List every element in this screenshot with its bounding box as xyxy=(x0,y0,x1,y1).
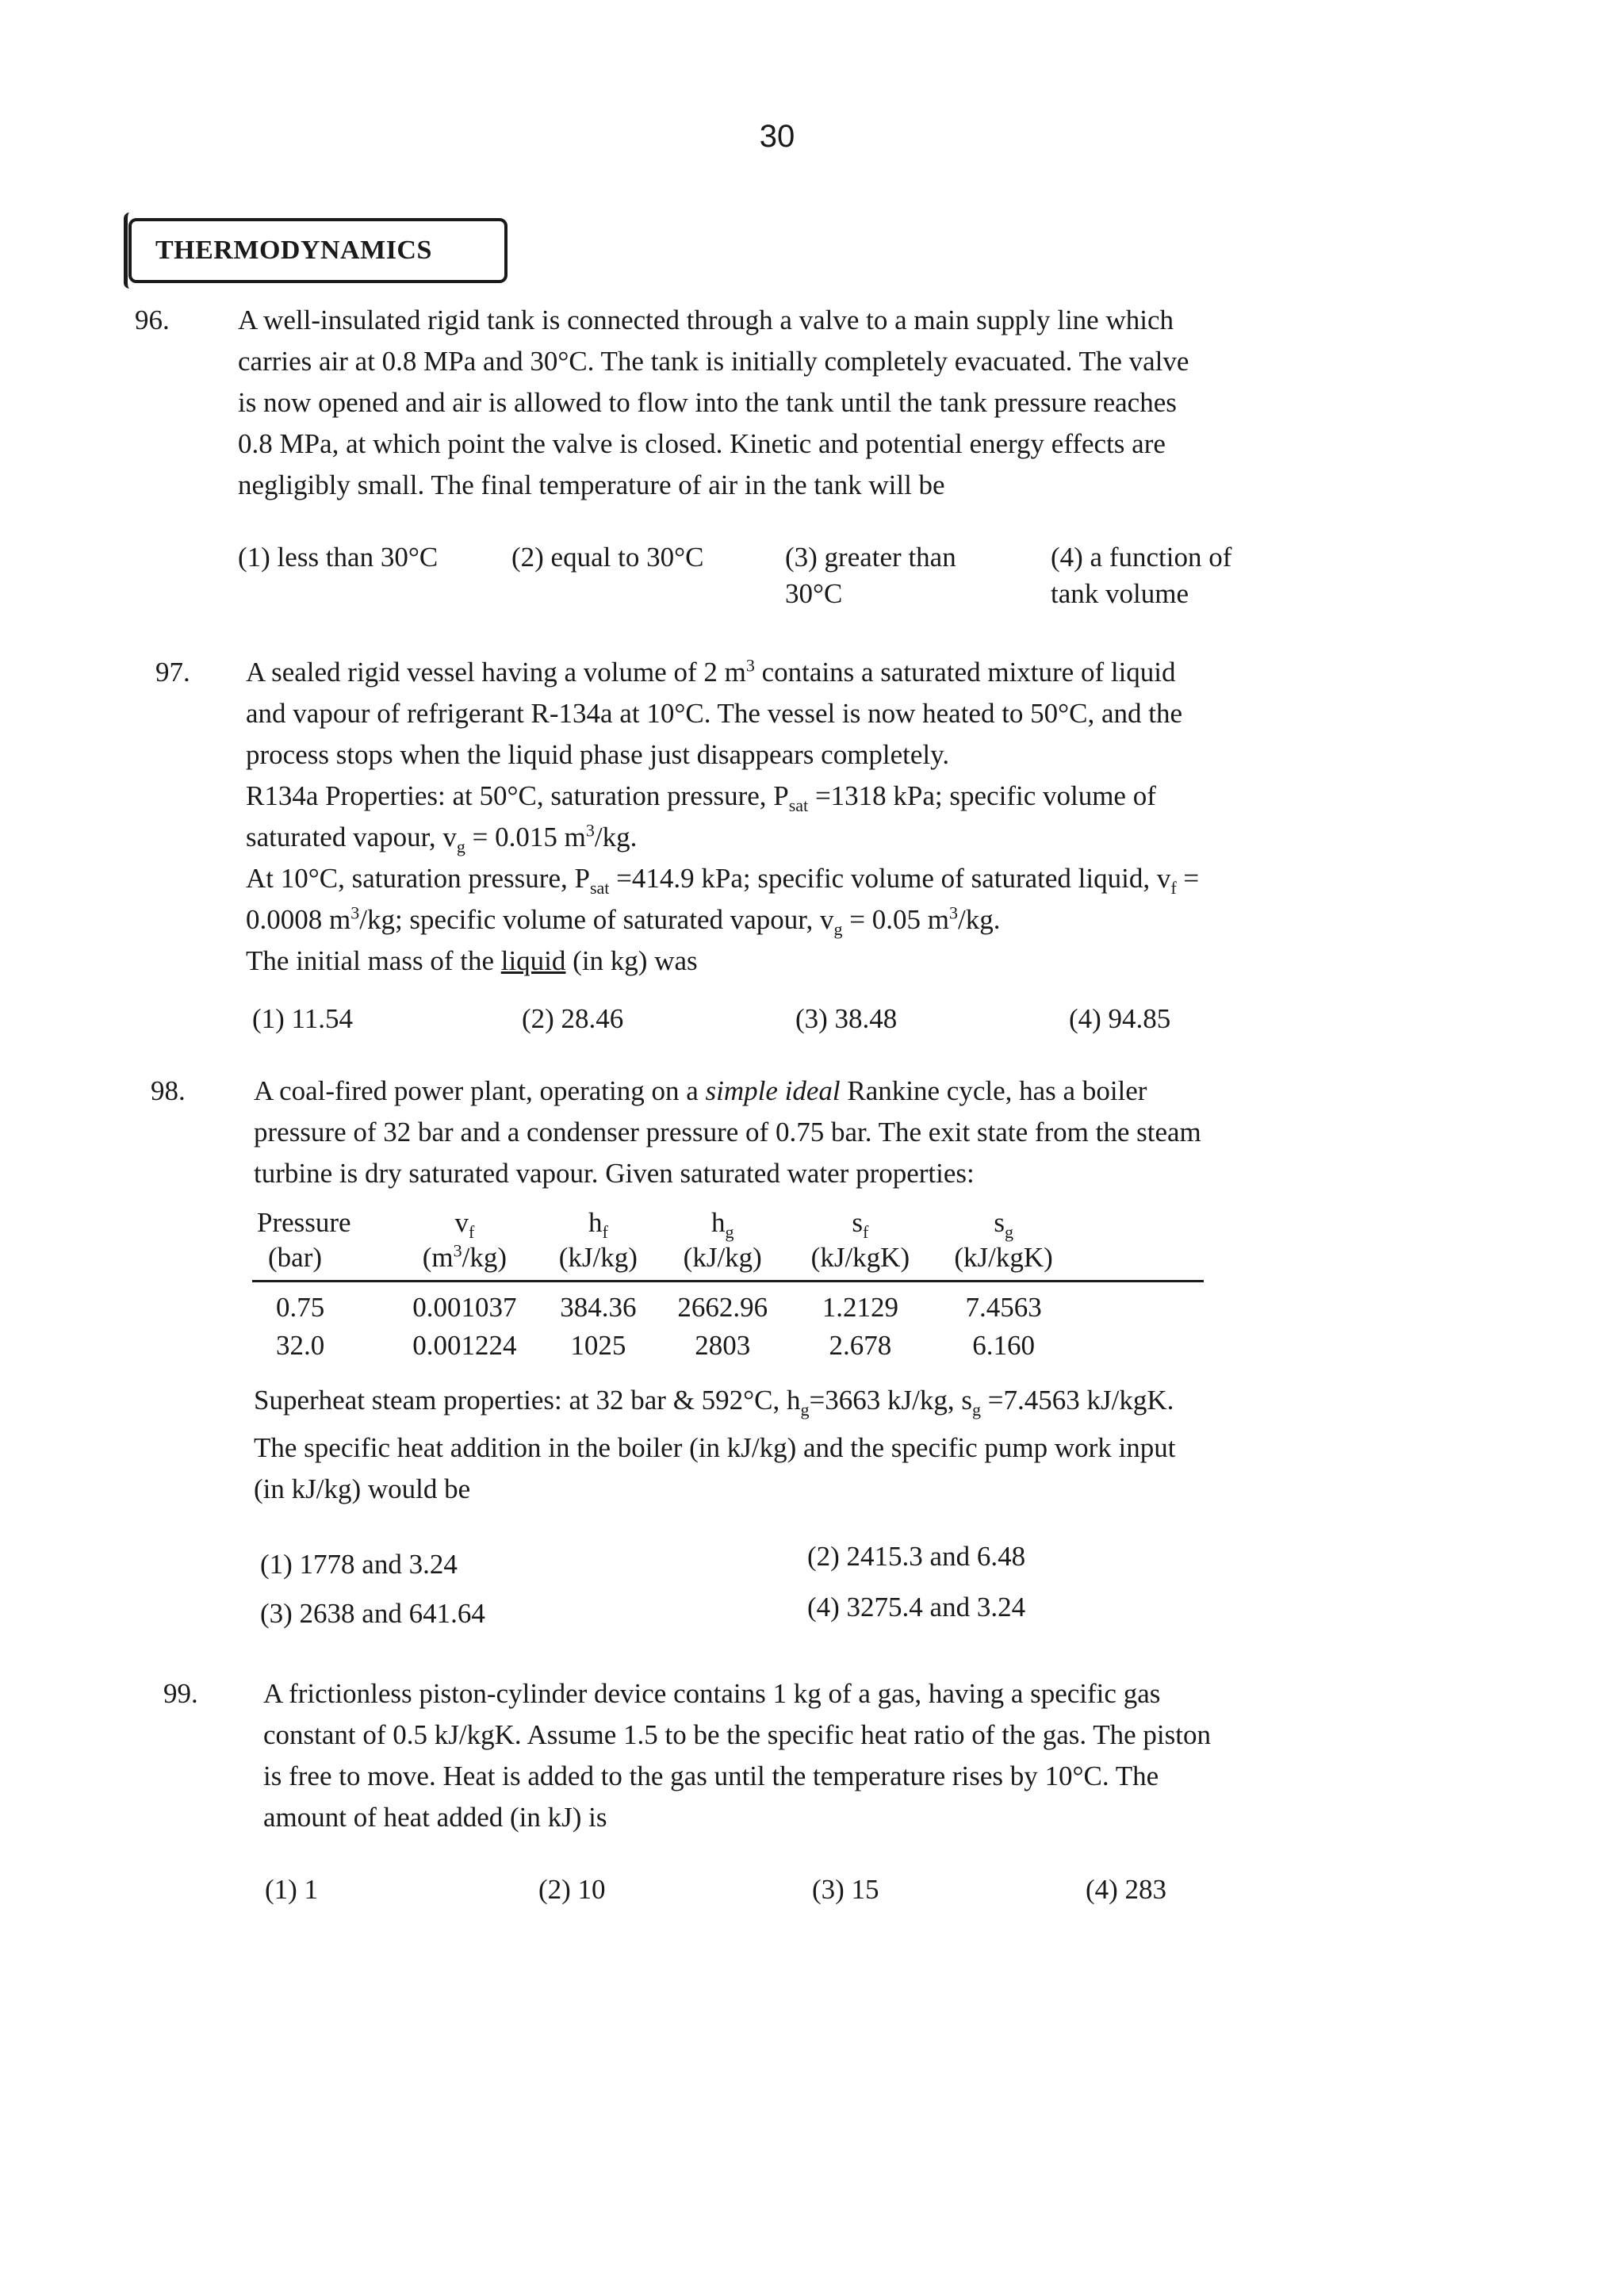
option-4: (4) 283 xyxy=(1086,1874,1167,1905)
subscript: g xyxy=(1004,1222,1013,1242)
unit-sg: (kJ/kgK) xyxy=(932,1240,1075,1282)
question-line: negligibly small. The final temperature of air in the tank will be xyxy=(238,469,945,500)
cell: 384.36 xyxy=(560,1292,637,1323)
question-line xyxy=(246,858,1316,899)
cell: 0.001037 xyxy=(412,1292,517,1323)
question-line xyxy=(254,1071,1316,1112)
subscript: g xyxy=(800,1400,810,1420)
question-text xyxy=(254,1071,1316,1194)
table-row xyxy=(252,1282,1204,1328)
cell: 6.160 xyxy=(972,1330,1035,1361)
question-line: The specific heat addition in the boiler (in kJ/kg) and the specific pump work input xyxy=(254,1432,1176,1463)
subscript: sat xyxy=(788,795,809,815)
superscript: 3 xyxy=(453,1240,462,1261)
text: = xyxy=(1176,863,1200,894)
question-line xyxy=(246,652,1316,693)
unit-sf: (kJ/kgK) xyxy=(789,1240,933,1282)
text: v xyxy=(454,1207,469,1238)
question-text xyxy=(246,652,1316,982)
text: R134a Properties: at 50°C, saturation pressure, P xyxy=(246,780,789,811)
question-line xyxy=(246,817,1316,858)
text: h xyxy=(711,1207,726,1238)
col-sf xyxy=(789,1205,933,1240)
option-2: (2) 28.46 xyxy=(522,1003,624,1034)
question-line: process stops when the liquid phase just disappears completely. xyxy=(246,739,950,770)
text: =1318 kPa; specific volume of xyxy=(808,780,1156,811)
question-text xyxy=(263,1673,1316,1838)
col-vf xyxy=(389,1205,540,1240)
question-line: (in kJ/kg) would be xyxy=(254,1473,471,1504)
subscript: f xyxy=(863,1222,869,1242)
cell: 0.001224 xyxy=(412,1330,517,1361)
subscript: g xyxy=(725,1222,734,1242)
cell: 2662.96 xyxy=(677,1292,768,1323)
option-3: (3) 38.48 xyxy=(795,1003,898,1034)
question-line: A frictionless piston-cylinder device contains 1 kg of a gas, having a specific gas xyxy=(263,1678,1161,1709)
option-2: (2) 10 xyxy=(538,1874,606,1905)
question-line: amount of heat added (in kJ) is xyxy=(263,1802,607,1833)
text: A sealed rigid vessel having a volume of 2 m xyxy=(246,657,746,688)
question-line xyxy=(246,776,1316,817)
option-4: (4) 3275.4 and 3.24 xyxy=(807,1592,1026,1623)
question-line: is free to move. Heat is added to the gas until the temperature rises by 10°C. The xyxy=(263,1761,1159,1791)
text: A coal-fired power plant, operating on a xyxy=(254,1075,706,1106)
option-4: (4) 94.85 xyxy=(1069,1003,1171,1034)
text: h xyxy=(588,1207,603,1238)
superscript: 3 xyxy=(585,820,595,841)
text: The initial mass of the xyxy=(246,945,501,976)
col-sg xyxy=(932,1205,1075,1240)
option-3: (3) greater than 30°C xyxy=(785,542,956,609)
text: = 0.05 m xyxy=(842,904,949,935)
question-text xyxy=(238,300,1316,506)
text: /kg; specific volume of saturated vapour, v xyxy=(359,904,834,935)
superscript: 3 xyxy=(350,902,360,923)
text: = 0.015 m xyxy=(465,822,586,852)
question-line xyxy=(254,1380,1316,1421)
options-98 xyxy=(260,1541,1291,1642)
question-line: 0.8 MPa, at which point the valve is closed. Kinetic and potential energy effects are xyxy=(238,428,1166,459)
question-line: turbine is dry saturated vapour. Given saturated water properties: xyxy=(254,1158,975,1189)
text: Superheat steam properties: at 32 bar & 592°C, h xyxy=(254,1385,801,1416)
superscript: 3 xyxy=(948,902,958,923)
text: 0.0008 m xyxy=(246,904,351,935)
properties-table xyxy=(252,1205,1323,1365)
option-2: (2) 2415.3 and 6.48 xyxy=(807,1541,1026,1572)
subscript: g xyxy=(456,837,465,856)
unit-hf: (kJ/kg) xyxy=(540,1240,657,1282)
superscript: 3 xyxy=(745,655,755,676)
question-text xyxy=(254,1380,1316,1510)
subscript: f xyxy=(602,1222,608,1242)
subscript: sat xyxy=(589,878,610,898)
question-line xyxy=(246,899,1316,941)
cell: 7.4563 xyxy=(965,1292,1042,1323)
page-number: 30 xyxy=(759,119,795,154)
question-number: 97. xyxy=(155,657,190,688)
text: /kg) xyxy=(462,1242,507,1273)
cell: 1025 xyxy=(570,1330,626,1361)
subscript: f xyxy=(1170,878,1177,898)
text: saturated vapour, v xyxy=(246,822,457,852)
subscript: f xyxy=(468,1222,475,1242)
option-1: (1) 1778 and 3.24 xyxy=(260,1549,458,1580)
cell: 0.75 xyxy=(276,1292,325,1323)
text: (in kg) was xyxy=(565,945,698,976)
question-number: 96. xyxy=(135,305,170,335)
question-line: carries air at 0.8 MPa and 30°C. The tank is initially completely evacuated. The valve xyxy=(238,346,1189,377)
col-pressure: Pressure xyxy=(257,1207,351,1238)
saturated-water-table xyxy=(252,1205,1204,1365)
cell: 1.2129 xyxy=(822,1292,899,1323)
text: =3663 kJ/kg, s xyxy=(809,1385,972,1416)
option-1: (1) less than 30°C xyxy=(238,542,439,573)
col-spacer xyxy=(1075,1205,1204,1240)
underlined-text: liquid xyxy=(500,945,566,976)
cell-spacer xyxy=(1075,1282,1204,1328)
text: =414.9 kPa; specific volume of saturated liquid, v xyxy=(609,863,1171,894)
text: /kg. xyxy=(957,904,1001,935)
col-hg xyxy=(657,1205,789,1240)
table-row xyxy=(252,1327,1204,1365)
option-1: (1) 1 xyxy=(265,1874,319,1905)
option-1: (1) 11.54 xyxy=(252,1003,354,1034)
text: /kg. xyxy=(594,822,638,852)
option-3: (3) 2638 and 641.64 xyxy=(260,1598,485,1629)
table-units-row xyxy=(252,1240,1204,1282)
text: s xyxy=(852,1207,864,1238)
unit-hg: (kJ/kg) xyxy=(657,1240,789,1282)
question-line: is now opened and air is allowed to flow into the tank until the tank pressure reaches xyxy=(238,387,1177,418)
question-line: pressure of 32 bar and a condenser pressure of 0.75 bar. The exit state from the steam xyxy=(254,1117,1201,1148)
text: contains a saturated mixture of liquid xyxy=(754,657,1176,688)
option-2: (2) equal to 30°C xyxy=(511,542,704,573)
text: (m xyxy=(422,1242,454,1273)
cell: 32.0 xyxy=(276,1330,325,1361)
section-title: THERMODYNAMICS xyxy=(128,218,508,283)
subscript: g xyxy=(972,1400,981,1420)
cell-spacer xyxy=(1075,1327,1204,1365)
italic-text: simple ideal xyxy=(705,1075,841,1106)
unit-spacer xyxy=(1075,1240,1204,1282)
text: =7.4563 kJ/kgK. xyxy=(981,1385,1174,1416)
subscript: g xyxy=(833,919,843,939)
unit-pressure: (bar) xyxy=(252,1240,389,1282)
text: At 10°C, saturation pressure, P xyxy=(246,863,590,894)
question-number: 98. xyxy=(151,1075,186,1106)
unit-vf xyxy=(389,1240,540,1282)
question-line: and vapour of refrigerant R-134a at 10°C. The vessel is now heated to 50°C, and the xyxy=(246,698,1183,729)
col-hf xyxy=(540,1205,657,1240)
option-3: (3) 15 xyxy=(812,1874,879,1905)
question-line xyxy=(246,941,1316,982)
text: s xyxy=(994,1207,1005,1238)
option-4: (4) a function of tank volume xyxy=(1051,542,1232,609)
text: Rankine cycle, has a boiler xyxy=(840,1075,1147,1106)
table-header-row xyxy=(252,1205,1204,1240)
question-number: 99. xyxy=(163,1678,198,1709)
question-line: constant of 0.5 kJ/kgK. Assume 1.5 to be the specific heat ratio of the gas. The piston xyxy=(263,1719,1211,1750)
cell: 2803 xyxy=(695,1330,751,1361)
question-line: A well-insulated rigid tank is connected through a valve to a main supply line which xyxy=(238,305,1174,335)
cell: 2.678 xyxy=(829,1330,892,1361)
